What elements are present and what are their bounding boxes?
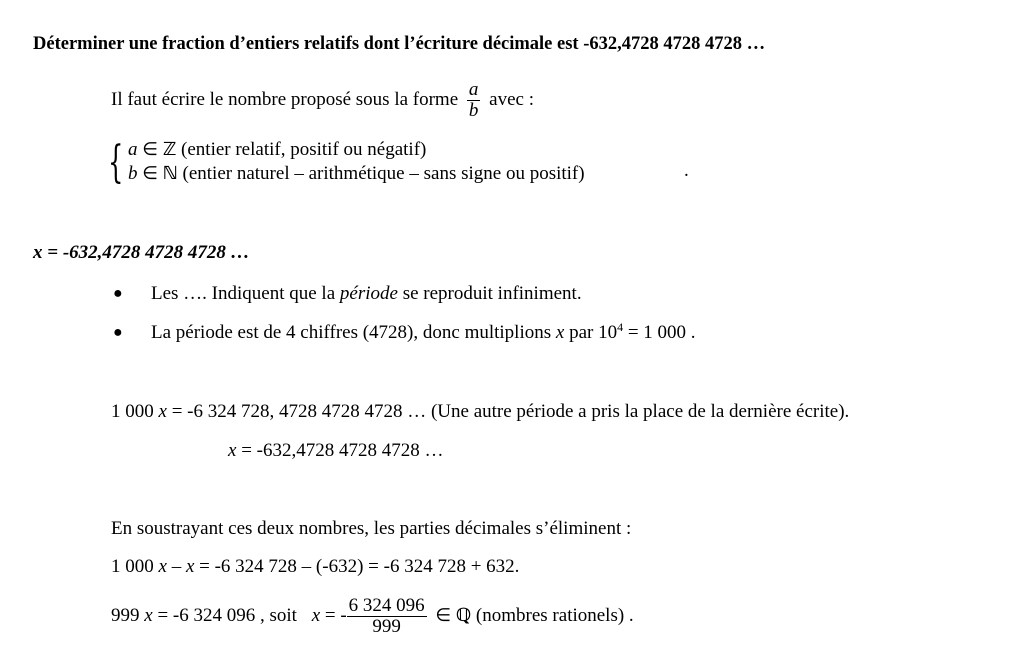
in-symbol: ∈ bbox=[142, 139, 158, 160]
condition-a bbox=[128, 139, 426, 161]
equation-3 bbox=[111, 556, 519, 578]
rationals-set-symbol: ℚ bbox=[455, 605, 472, 626]
condition-b-desc: (entier naturel – arithmétique – sans signe ou positif) bbox=[182, 163, 585, 184]
equation-2 bbox=[228, 440, 443, 462]
eq4-equals: = - bbox=[324, 605, 347, 626]
intro-line bbox=[111, 80, 534, 121]
eq3-minus: – bbox=[171, 556, 182, 577]
fraction-numerator: a bbox=[468, 79, 479, 100]
eq2-var: x bbox=[228, 440, 237, 461]
naturals-set-symbol: ℕ bbox=[162, 163, 178, 184]
bullet-2-mid: par bbox=[569, 322, 594, 343]
fraction-denominator: b bbox=[468, 100, 479, 121]
var-a: a bbox=[128, 139, 138, 160]
integers-set-symbol: ℤ bbox=[162, 139, 177, 160]
eq3-var: x bbox=[185, 556, 195, 577]
eq1-text-after: = -6 324 728, 4728 4728 4728 … (Une autre période a pris la place de la dernière écrite). bbox=[171, 401, 850, 422]
eq1-var: x bbox=[158, 401, 167, 422]
eq3-var: x bbox=[158, 556, 167, 577]
eq2-text: = -632,4728 4728 4728 … bbox=[241, 440, 444, 461]
intro-text-after: avec : bbox=[489, 88, 534, 110]
result-fraction bbox=[347, 596, 427, 637]
bullet-1-text: Les …. Indiquent que la bbox=[151, 283, 336, 304]
bullet-2-text-after: = 1 000 . bbox=[627, 322, 696, 343]
trailing-dot: . bbox=[684, 160, 689, 181]
result-numerator: 6 324 096 bbox=[348, 595, 425, 617]
eq1-text: 1 000 bbox=[111, 401, 154, 422]
bullet-2-text: La période est de 4 chiffres (4728), donc multiplions bbox=[151, 322, 552, 343]
page-title: Déterminer une fraction d’entiers relatifs dont l’écriture décimale est -632,4728 4728 4728 … bbox=[33, 34, 766, 54]
equation-4 bbox=[111, 594, 634, 638]
eq4-var: x bbox=[311, 605, 321, 626]
bullet-dot: ● bbox=[113, 285, 123, 302]
eq4-text-mid: = -6 324 096 , soit bbox=[157, 605, 297, 626]
bullet-2-var: x bbox=[555, 322, 565, 343]
in-symbol: ∈ bbox=[435, 605, 452, 626]
eq4-text: 999 bbox=[111, 605, 140, 626]
eq4-text-after: (nombres rationels) . bbox=[475, 605, 634, 626]
bullet-1 bbox=[151, 283, 582, 305]
eq4-var: x bbox=[144, 605, 153, 626]
condition-b bbox=[128, 163, 585, 185]
power-exponent: 4 bbox=[617, 320, 624, 334]
eq3-text: 1 000 bbox=[111, 556, 154, 577]
var-b: b bbox=[128, 163, 138, 184]
left-brace: { bbox=[108, 137, 124, 188]
fraction-a-over-b bbox=[467, 80, 481, 121]
x-definition bbox=[33, 242, 250, 264]
bullet-1-text-after: se reproduit infiniment. bbox=[402, 283, 582, 304]
equation-1 bbox=[111, 401, 849, 423]
bullet-2 bbox=[151, 322, 696, 344]
power-base: 10 bbox=[598, 322, 618, 343]
x-def-text: x = -632,4728 4728 4728 … bbox=[33, 242, 250, 263]
intro-text: Il faut écrire le nombre proposé sous la forme bbox=[111, 88, 459, 110]
in-symbol: ∈ bbox=[142, 163, 158, 184]
condition-a-desc: (entier relatif, positif ou négatif) bbox=[181, 139, 427, 160]
bullet-dot: ● bbox=[113, 324, 123, 341]
result-denominator: 999 bbox=[372, 616, 401, 638]
bullet-1-italic: période bbox=[339, 283, 398, 304]
eq3-text-after: = -6 324 728 – (-632) = -6 324 728 + 632. bbox=[199, 556, 520, 577]
subtract-text: En soustrayant ces deux nombres, les parties décimales s’éliminent : bbox=[111, 518, 632, 539]
